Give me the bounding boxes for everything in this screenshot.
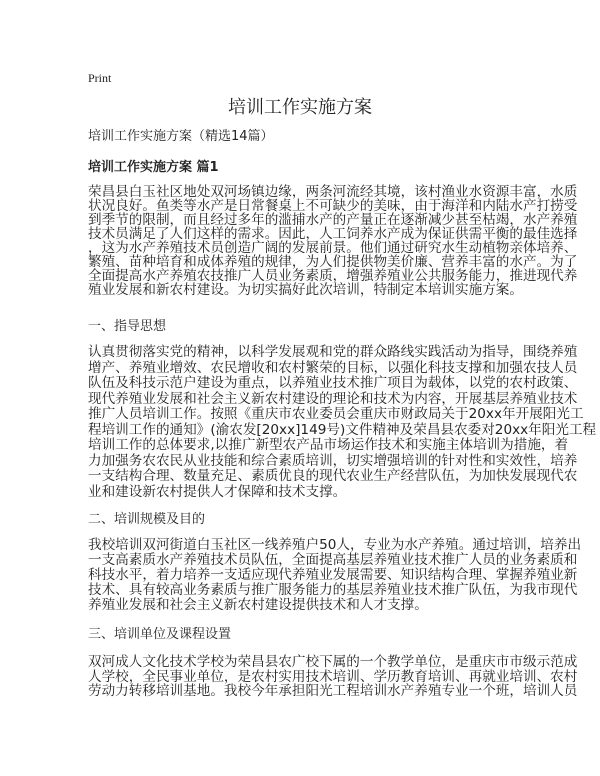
- paragraph-3: [88, 537, 582, 613]
- text-line: 技术、具有较高业务素质与推广服务能力的基层养殖业技术推广队伍，为我市现代: [88, 582, 578, 598]
- text-line: 技术员满足了人们这样的需求。因此，人工饲养水产成为保证供需平衡的最佳选择: [88, 226, 578, 242]
- text-line: 殖业发展和新农村建设。为切实搞好此次培训，特制定本培训实施方案。: [88, 282, 523, 298]
- text-line: 培训工作的总体要求,以推广新型农产品市场运作技术和实施主体培训为措施，着: [88, 437, 569, 453]
- text-line: 现代养殖业发展和社会主义新农村建设的理论和技术为内容，开展基层养殖业技术: [88, 390, 578, 407]
- text-line: 队伍及科技示范户建设为重点，以养殖业技术推广项目为载体，以党的农村政策、: [88, 375, 578, 391]
- paragraph-4: [88, 654, 578, 699]
- text-line: 劳动力转移培训基地。我校今年承担阳光工程培训水产养殖专业一个班，培训人员: [88, 683, 578, 699]
- section-heading-2: 二、培训规模及目的: [88, 512, 206, 527]
- article-heading: 培训工作实施方案 篇1: [88, 160, 219, 175]
- text-line: 全面提高水产养殖农技推广人员业务素质，增强养殖业公共服务能力，推进现代养: [88, 268, 578, 284]
- paragraph-1: [88, 184, 578, 298]
- text-line: 繁殖、苗种培育和成体养殖的规律，为人们提供物美价廉、营养丰富的水产。为了: [88, 254, 578, 270]
- text-line: 双河成人文化技术学校为荣昌县农广校下属的一个教学单位，是重庆市市级示范成: [88, 654, 578, 670]
- section-heading-1: 一、指导思想: [88, 319, 167, 334]
- text-line: 状况良好。鱼类等水产是日常餐桌上不可缺少的美味，由于海洋和内陆水产打捞受: [88, 198, 578, 214]
- text-line: 到季节的限制，而且经过多年的滥捕水产的产量正在逐渐减少甚至枯竭，水产养殖: [88, 212, 578, 228]
- text-line: 养殖业发展和社会主义新农村建设提供技术和人才支撑。: [88, 597, 428, 613]
- text-line: ，这为水产养殖技术员创造广阔的发展前景。他们通过研究水生动植物亲体培养、: [88, 240, 578, 256]
- text-line: 推广人员培训工作。按照《重庆市农业委员会重庆市财政局关于20xx年开展阳光工: [88, 406, 584, 422]
- text-line: 人学校，全民事业单位，是农村实用技术培训、学历教育培训、再就业培训、农村: [88, 668, 578, 685]
- paragraph-2: [88, 344, 597, 500]
- text-line: 程培训工作的通知》(渝农发[20xx]149号)文件精神及荣昌县农委对20xx年阳光工程: [88, 421, 597, 438]
- document-subtitle: 培训工作实施方案（精选14篇）: [88, 129, 274, 144]
- text-line: 荣昌县白玉社区地处双河场镇边缘，两条河流经其境，该村渔业水资源丰富，水质: [88, 184, 578, 200]
- text-line: 科技水平，着力培养一支适应现代养殖业发展需要、知识结构合理、掌握养殖业新: [88, 567, 578, 583]
- print-link[interactable]: Print: [88, 71, 112, 85]
- text-line: 我校培训双河街道白玉社区一线养殖户50人，专业为水产养殖。通过培训，培养出: [88, 537, 582, 553]
- page-title: 培训工作实施方案: [228, 97, 372, 118]
- text-line: 力加强务农农民从业技能和综合素质培训，切实增强培训的针对性和实效性，培养: [88, 452, 578, 469]
- text-line: 增产、养殖业增效、农民增收和农村繁荣的目标，以强化科技支撑和加强农技人员: [88, 359, 578, 376]
- text-line: 一支结构合理、数量充足、素质优良的现代农业生产经营队伍，为加快发展现代农: [88, 468, 578, 484]
- text-line: 业和建设新农村提供人才保障和技术支撑。: [88, 483, 347, 500]
- text-line: 一支高素质水产养殖技术员队伍，全面提高基层养殖业技术推广人员的业务素质和: [88, 552, 578, 568]
- text-line: 认真贯彻落实党的精神，以科学发展观和党的群众路线实践活动为指导，围绕养殖: [88, 344, 578, 360]
- section-heading-3: 三、培训单位及课程设置: [88, 627, 232, 642]
